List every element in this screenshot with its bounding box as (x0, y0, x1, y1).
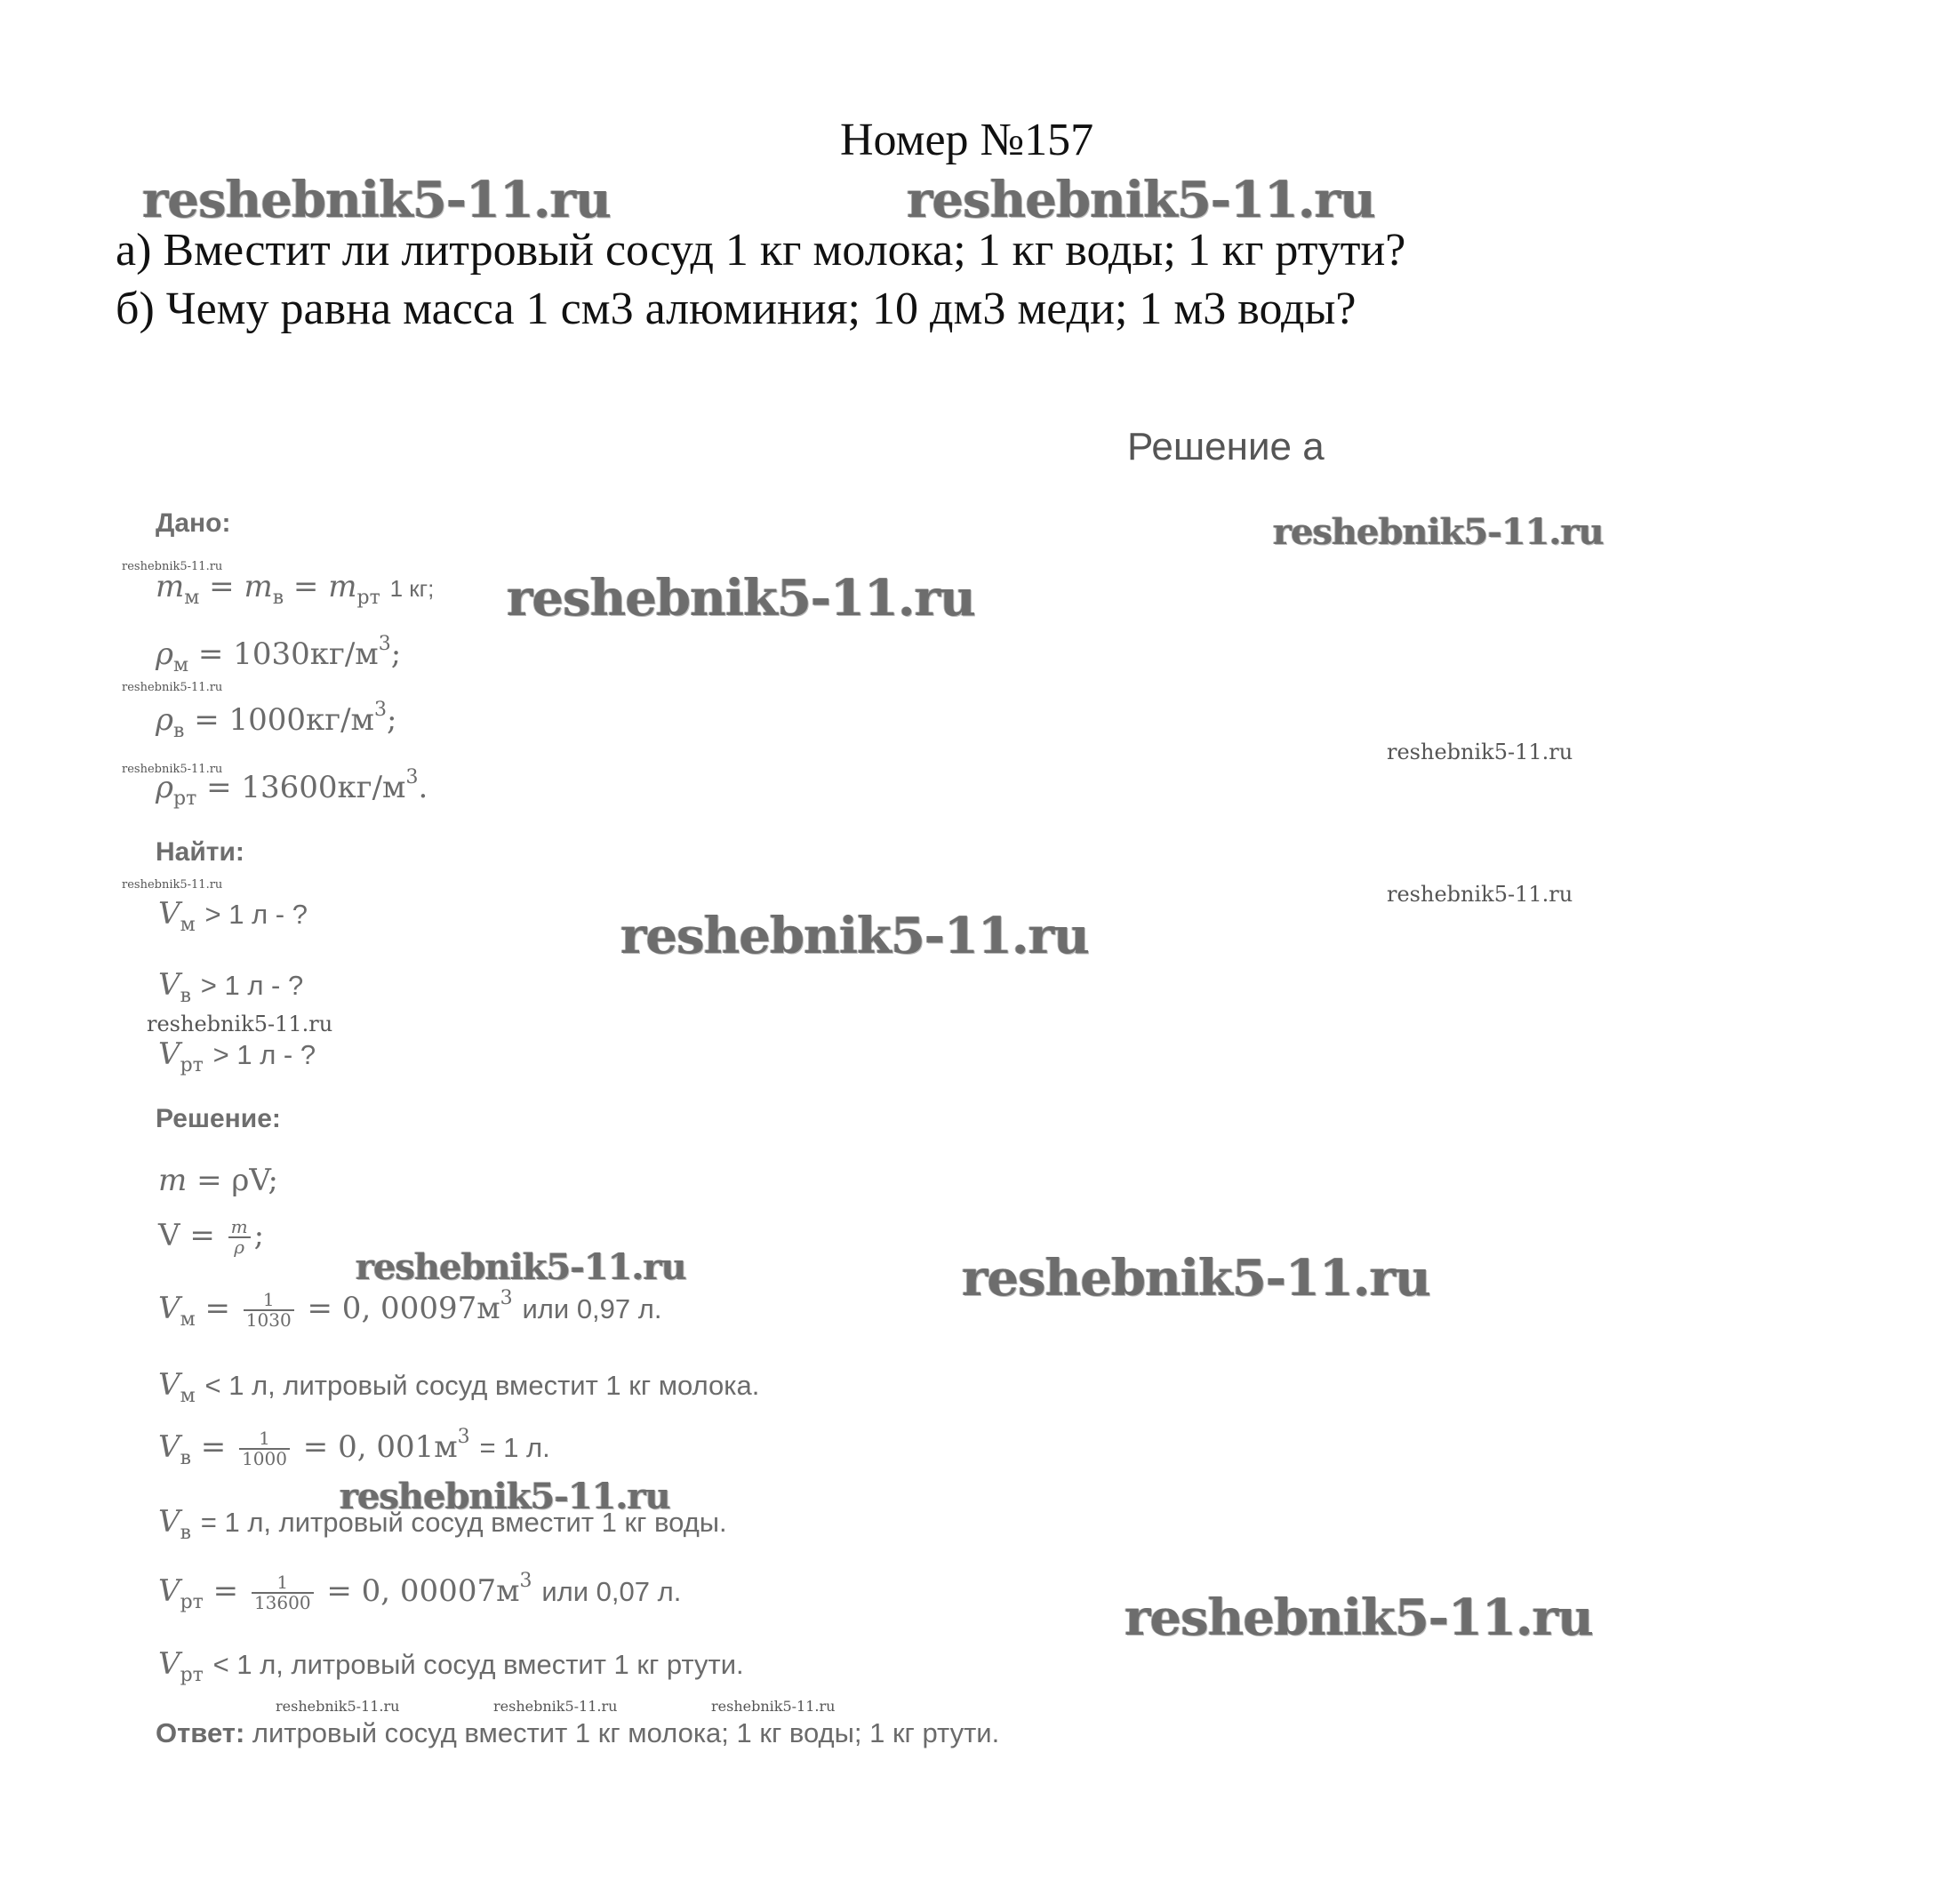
watermark: reshebnik5-11.ru (122, 878, 223, 892)
watermark: reshebnik5-11.ru (276, 1698, 400, 1715)
given-mass-value: 1 кг; (389, 575, 435, 602)
calc-v-water-result: = 0, 001м (302, 1429, 458, 1465)
watermark: reshebnik5-11.ru (147, 1012, 333, 1036)
solve-label: Решение: (156, 1104, 281, 1133)
rho-milk-value: 1030кг/м (233, 636, 379, 672)
watermark: reshebnik5-11.ru (122, 560, 223, 573)
watermark: reshebnik5-11.ru (1273, 511, 1604, 553)
find-label: Найти: (156, 837, 244, 867)
given-mass-equation: $m_м = m_в = m_{рт}$ 1 кг; (156, 569, 435, 609)
calc-v-mercury-fraction: $\frac{1}{13600}$ (252, 1573, 314, 1612)
formula-volume-text: V = (158, 1218, 215, 1253)
given-label: Дано: (156, 508, 231, 538)
watermark: reshebnik5-11.ru (1387, 740, 1573, 764)
watermark: reshebnik5-11.ru (122, 763, 223, 776)
find-v-water: $V_в > 1$ л - ? (158, 967, 304, 1007)
watermark: reshebnik5-11.ru (1387, 882, 1573, 907)
concl-water: $V_в = 1$ л, литровый сосуд вместит 1 кг воды. (158, 1504, 727, 1544)
concl-milk: $V_м < 1$ л, литровый сосуд вместит 1 кг молока. (158, 1367, 760, 1407)
formula-mass-text: = ρV; (196, 1163, 278, 1198)
solution-heading: Решение а (1127, 425, 1325, 468)
formula-mass: m = ρV; (158, 1163, 278, 1198)
calc-v-milk-extra: или 0,97 л. (522, 1293, 662, 1324)
watermark: reshebnik5-11.ru (962, 1249, 1430, 1308)
calc-v-water: $V_в$ = $\frac{1}{1000}$ = 0, $001м^3 = 1$ л. (158, 1426, 550, 1469)
calc-v-milk-result: = 0, 00097м (307, 1291, 500, 1326)
question-b: б) Чему равна масса 1 см3 алюминия; 10 дм3 меди; 1 м3 воды? (116, 284, 1357, 334)
calc-v-water-fraction: $\frac{1}{1000}$ (239, 1429, 290, 1468)
concl-milk-text: < 1 л, литровый сосуд вместит 1 кг молока. (204, 1370, 760, 1401)
watermark: reshebnik5-11.ru (507, 569, 975, 628)
calc-v-milk-fraction: $\frac{1}{1030}$ (244, 1291, 294, 1330)
watermark: reshebnik5-11.ru (493, 1698, 618, 1715)
calc-v-mercury: $V_{рт}$ = $\frac{1}{13600}$ = 0, $00007м^3$ или 0,07 л. (158, 1570, 682, 1613)
watermark: reshebnik5-11.ru (356, 1246, 686, 1288)
watermark: reshebnik5-11.ru (340, 1476, 670, 1517)
find-v-mercury-text: > 1 л - ? (212, 1039, 316, 1070)
answer-text: литровый сосуд вместит 1 кг молока; 1 кг воды; 1 кг ртути. (252, 1717, 1000, 1748)
calc-v-mercury-extra: или 0,07 л. (541, 1576, 682, 1607)
given-rho-water: $\rho_в = 1000кг/м^3$; (156, 699, 397, 742)
concl-mercury-text: < 1 л, литровый сосуд вместит 1 кг ртути. (212, 1649, 744, 1680)
watermark: reshebnik5-11.ru (907, 171, 1375, 229)
watermark: reshebnik5-11.ru (142, 171, 611, 229)
calc-v-milk: $V_м$ = $\frac{1}{1030}$ = 0, $00097м^3$ или 0,97 л. (158, 1287, 662, 1331)
question-a: а) Вместит ли литровый сосуд 1 кг молока; 1 кг воды; 1 кг ртути? (116, 225, 1406, 276)
answer-label: Ответ: (156, 1717, 245, 1748)
watermark: reshebnik5-11.ru (711, 1698, 836, 1715)
concl-water-text: = 1 л, литровый сосуд вместит 1 кг воды. (200, 1507, 727, 1538)
find-v-milk: $V_м > 1$ л - ? (158, 896, 308, 936)
formula-volume: V = $\frac{m}{\rho}$ ; (158, 1216, 265, 1258)
calc-v-mercury-result: = 0, 00007м (326, 1573, 520, 1609)
find-v-water-text: > 1 л - ? (200, 970, 304, 1001)
given-rho-mercury: $\rho_{рт} = 13600кг/м^3$. (156, 766, 428, 810)
rho-water-value: 1000кг/м (228, 702, 374, 738)
find-v-milk-text: > 1 л - ? (204, 899, 308, 930)
given-rho-milk: $\rho_м = 1030кг/м^3$; (156, 633, 402, 676)
find-v-mercury: $V_{рт} > 1$ л - ? (158, 1036, 316, 1076)
answer-line (156, 1717, 999, 1749)
watermark: reshebnik5-11.ru (122, 681, 223, 694)
rho-mercury-value: 13600кг/м (241, 770, 406, 805)
concl-mercury: $V_{рт} < 1$ л, литровый сосуд вместит 1 кг ртути. (158, 1646, 744, 1686)
page-title: Номер №157 (840, 115, 1094, 165)
watermark: reshebnik5-11.ru (620, 907, 1089, 965)
watermark: reshebnik5-11.ru (1125, 1588, 1593, 1647)
calc-v-water-extra: = 1 л. (479, 1432, 550, 1463)
formula-volume-fraction: $\frac{m}{\rho}$ (228, 1218, 251, 1257)
